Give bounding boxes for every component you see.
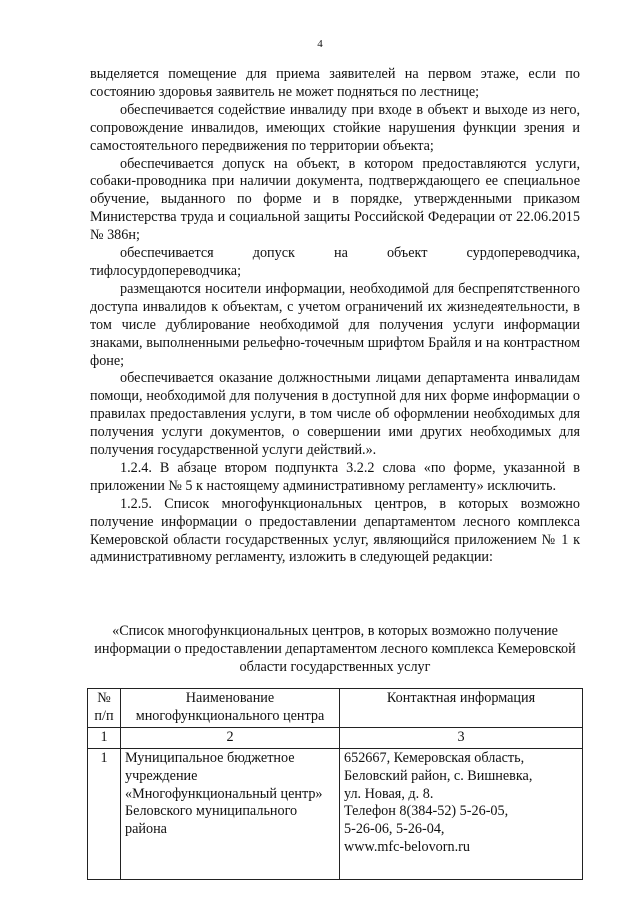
paragraph: выделяется помещение для приема заявителей на первом этаже, если по состоянию здоровья заявитель не может подняться по лестнице; [90,66,580,100]
column-number: 3 [340,727,583,748]
paragraph: 1.2.4. В абзаце втором подпункта 3.2.2 слова «по форме, указанной в приложении № 5 к настоящему административному регламенту» исключить. [90,459,580,494]
row-contact [340,748,583,879]
paragraph: обеспечивается допуск на объект, в котором предоставляются услуги, собаки-проводника при наличии документа, подтверждающего ее специальное обучение, выданного по форме и в порядке, утвержденными приказом Министерства труда и социальной защиты Российской Федерации от 22.06.2015 № 386н; [90,155,580,244]
column-number: 2 [121,727,340,748]
row-name: Муниципальное бюджетное учреждение «Многофункциональный центр» Беловского муниципального района [121,748,340,879]
table-header-row [88,689,583,728]
header-name: Наименование многофункционального центра [121,689,340,728]
contact-line: ул. Новая, д. 8. [344,785,434,802]
document-body [90,66,580,567]
table-row [88,748,583,879]
page-number: 4 [317,38,323,50]
paragraph: обеспечивается оказание должностными лицами департамента инвалидам помощи, необходимой для получения в доступной для них форме информации о правилах предоставления услуги, в том числе об оформлении необходимых для получения услуги документов, о совершении ими других необходимых для получения государственной услуги действий.». [90,370,580,459]
paragraph: 1.2.5. Список многофункциональных центров, в которых возможно получение информации о предоставлении департаментом лесного комплекса Кемеровской области государственных услуг, являющийся приложением № 1 к административному регламенту, изложить в следующей редакции: [90,495,580,566]
paragraph: размещаются носители информации, необходимой для беспрепятственного доступа инвалидов к объектам, с учетом ограничений их жизнедеятельности, в том числе дублирование необходимой для получения услуги информации знаками, выполненными рельефно-точечным шрифтом Брайля и на контрастном фоне; [90,280,580,369]
contact-line: Беловский район, с. Вишневка, [344,767,533,784]
contact-website: www.mfc-belovorn.ru [344,839,470,856]
header-contact: Контактная информация [340,689,583,728]
mfc-table [87,688,583,880]
paragraph: обеспечивается содействие инвалиду при входе в объект и выходе из него, сопровождение инвалидов, имеющих стойкие нарушения функции зрения и самостоятельного передвижения по территории объекта; [90,101,580,154]
table-caption: «Список многофункциональных центров, в которых возможно получение информации о предоставлении департаментом лесного комплекса Кемеровской области государственных услуг [94,623,576,675]
contact-line: 5-26-06, 5-26-04, [344,821,445,838]
paragraph: обеспечивается допуск на объект сурдопереводчика, тифлосурдопереводчика; [90,245,580,279]
table-column-number-row [88,727,583,748]
header-num: № п/п [88,689,121,728]
row-num: 1 [88,748,121,879]
contact-line: Телефон 8(384-52) 5-26-05, [344,803,509,820]
contact-line: 652667, Кемеровская область, [344,749,525,766]
column-number: 1 [88,727,121,748]
